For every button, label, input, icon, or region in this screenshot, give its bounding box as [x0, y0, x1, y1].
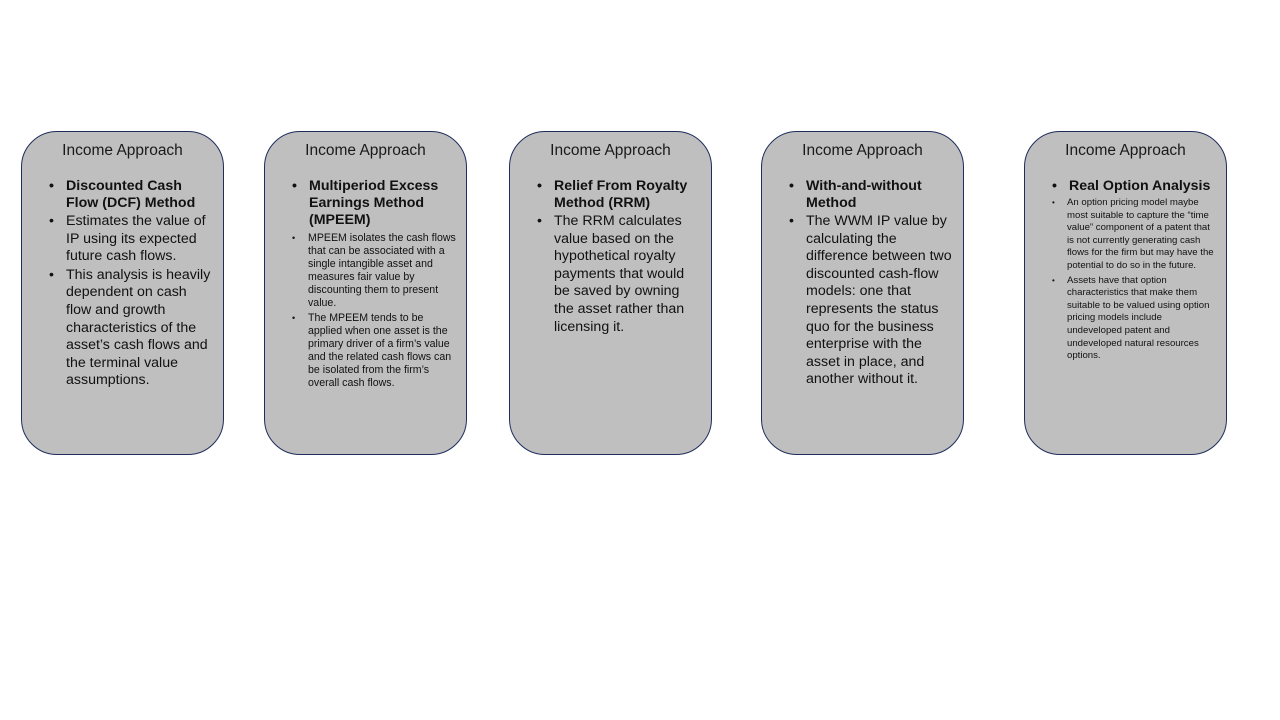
method-name: [510, 178, 711, 212]
bullet-point: [1025, 197, 1226, 273]
card-bullet-list: [510, 178, 711, 336]
bullet-text: The RRM calculates value based on the hypothetical royalty payments that would be saved by owning the asset rather than licensing it.: [554, 213, 685, 335]
bullet-point: [1025, 275, 1226, 363]
bullet: •: [292, 313, 296, 324]
method-name-text: Multiperiod Excess Earnings Method (MPEEM): [309, 178, 439, 228]
card-dcf: [21, 131, 224, 455]
bullet-point: [265, 232, 466, 309]
card-title: Income Approach: [1065, 142, 1186, 159]
card-bullet-list: [265, 178, 466, 390]
card-bullet-list: [22, 178, 223, 390]
bullet: •: [49, 178, 54, 194]
bullet-point: [22, 267, 223, 390]
card-bullet-list: [762, 178, 963, 389]
method-name-text: With-and-without Method: [806, 178, 922, 211]
method-name-text: Relief From Royalty Method (RRM): [554, 178, 688, 211]
card-title: Income Approach: [305, 142, 426, 159]
bullet-text: Assets have that option characteristics that make them suitable to be valued using option pricing models include undeveloped patent and undeveloped natural resources options.: [1067, 274, 1210, 362]
bullet-point: [762, 213, 963, 389]
card-title: Income Approach: [62, 142, 183, 159]
bullet: •: [789, 213, 794, 229]
bullet: •: [49, 213, 54, 229]
method-name: [762, 178, 963, 212]
card-wwm: [761, 131, 964, 455]
bullet-text: An option pricing model maybe most suitable to capture the “time value” component of a patent that is not currently generating cash flows for the firm but may have the potential to do so in the future.: [1067, 197, 1214, 271]
bullet: •: [292, 178, 297, 194]
bullet-point: [265, 312, 466, 389]
bullet: •: [537, 213, 542, 229]
method-name-text: Discounted Cash Flow (DCF) Method: [66, 178, 196, 211]
bullet-text: The WWM IP value by calculating the difference between two discounted cash-flow models: one that represents the status quo for the business enterprise with the asset in place, and another without it.: [806, 213, 952, 388]
method-name: [22, 178, 223, 212]
bullet-point: [510, 213, 711, 336]
method-name-text: Real Option Analysis: [1069, 178, 1211, 194]
bullet: •: [292, 233, 296, 243]
bullet-text: The MPEEM tends to be applied when one asset is the primary driver of a firm’s value and the related cash flows can be isolated from the firm’s overall cash flows.: [308, 312, 452, 389]
bullet: •: [1052, 198, 1055, 207]
bullet-text: MPEEM isolates the cash flows that can be associated with a single intangible asset and measures fair value by discounting them to present value.: [308, 232, 456, 309]
bullet-point: [22, 213, 223, 266]
bullet: •: [1052, 178, 1057, 194]
bullet: •: [1052, 275, 1055, 285]
bullet: •: [49, 266, 54, 283]
card-title: Income Approach: [802, 142, 923, 159]
card-rrm: [509, 131, 712, 455]
bullet-text: Estimates the value of IP using its expected future cash flows.: [66, 213, 206, 265]
card-title: Income Approach: [550, 142, 671, 159]
card-bullet-list: [1025, 178, 1226, 363]
method-name: [1025, 178, 1226, 195]
bullet: •: [537, 178, 542, 194]
card-real-option: [1024, 131, 1227, 455]
card-mpeem: [264, 131, 467, 455]
bullet: •: [789, 178, 794, 194]
bullet-text: This analysis is heavily dependent on cash flow and growth characteristics of the asset’s cash flows and the terminal value assumptions.: [66, 266, 211, 389]
method-name: [265, 178, 466, 229]
